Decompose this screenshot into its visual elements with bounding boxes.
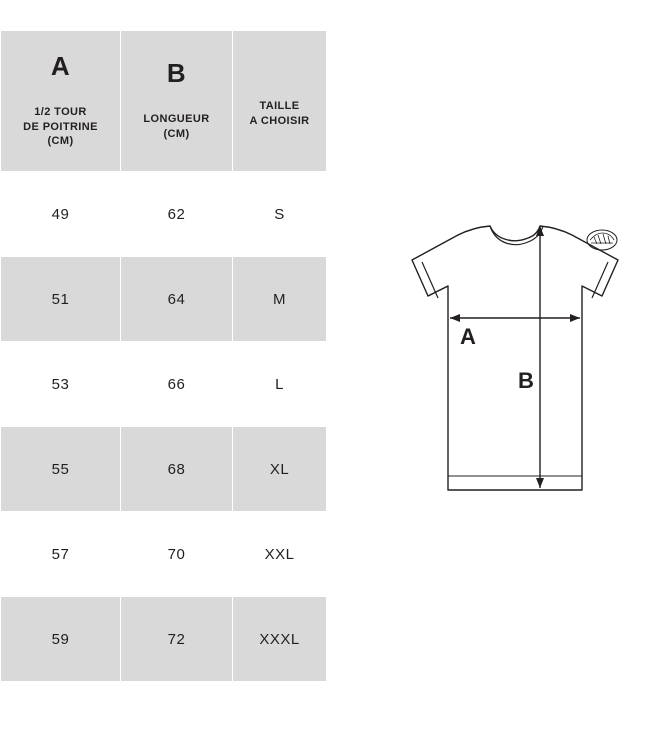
column-unit-length: (CM) [163,128,190,140]
cell-size: L [233,342,327,427]
column-header-chest [1,31,121,172]
cell-length: 70 [121,512,233,597]
cell-chest: 59 [1,597,121,682]
cell-size: S [233,172,327,257]
column-letter-b: B [166,58,187,89]
column-title-length [121,112,232,142]
column-letter-a: A [50,50,71,81]
cell-size: XXXL [233,597,327,682]
table-row [1,512,327,597]
column-title-length-line1: LONGUEUR [143,113,210,126]
cell-size: XL [233,427,327,512]
column-unit-chest: (CM) [47,135,74,148]
cell-length: 64 [121,257,233,342]
table-row [1,427,327,512]
cell-length: 68 [121,427,233,512]
cell-size: XXL [233,512,327,597]
column-header-length [121,31,233,172]
column-title-chest [1,105,120,150]
table-row [1,257,327,342]
size-chart-table [0,30,327,682]
cell-chest: 53 [1,342,121,427]
column-title-size-line1: TAILLE [259,100,300,113]
measure-label-b: B [518,368,534,393]
table-row [1,172,327,257]
cell-length: 72 [121,597,233,682]
cell-chest: 57 [1,512,121,597]
column-title-size-line2: A CHOISIR [249,115,310,127]
table-row [1,342,327,427]
table-header-row [1,31,327,172]
cell-chest: 51 [1,257,121,342]
cell-chest: 55 [1,427,121,512]
sleeve-logo-icon [587,230,617,250]
cell-size: M [233,257,327,342]
cell-chest: 49 [1,172,121,257]
tshirt-diagram [350,200,640,520]
column-title-size [233,99,326,129]
tshirt-outline-icon [350,200,640,520]
column-title-chest-line1: 1/2 TOUR [34,105,87,118]
measure-label-a: A [460,324,476,349]
column-title-chest-line2: DE POITRINE [23,120,98,133]
cell-length: 62 [121,172,233,257]
column-header-size [233,31,327,172]
cell-length: 66 [121,342,233,427]
table-row [1,597,327,682]
